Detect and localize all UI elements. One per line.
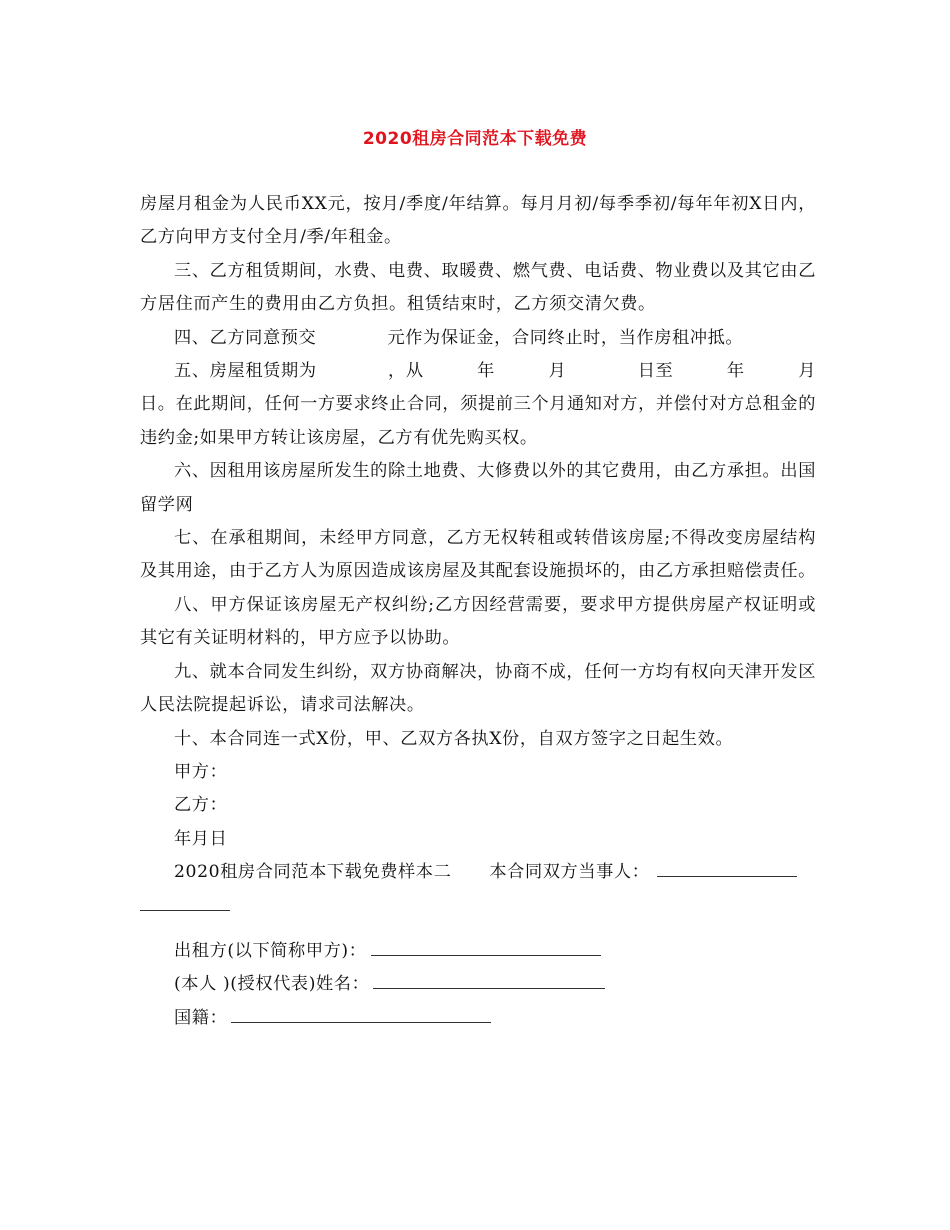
document-title: 2020租房合同范本下载免费 bbox=[362, 129, 588, 149]
contract-body bbox=[140, 188, 870, 1035]
paragraph-clause-4: 四、乙方同意预交 元作为保证金，合同终止时，当作房租冲抵。 bbox=[174, 327, 744, 348]
paragraph-clause-5: 五、房屋租赁期为 ，从 年 月 日至 年 月 日。在此期间，任何一方要求终止合同，须提前三个月通知对方，并偿付对方总租金的违约金;如果甲方转让该房屋，乙方有优先购买权。 bbox=[140, 361, 870, 448]
party-b-signature bbox=[140, 789, 816, 822]
paragraph-clause-7: 七、在承租期间，未经甲方同意，乙方无权转租或转借该房屋;不得改变房屋结构及其用途，由于乙方人为原因造成该房屋及其配套设施损坏的，由乙方承担赔偿责任。 bbox=[140, 528, 816, 582]
nationality-blank bbox=[231, 1008, 491, 1023]
nationality-label: 国籍： bbox=[174, 1007, 228, 1028]
name-blank bbox=[373, 974, 605, 989]
name-label: (本人 )(授权代表)姓名： bbox=[174, 974, 370, 995]
parties-blank-wrap bbox=[140, 896, 230, 911]
party-a-signature bbox=[140, 756, 816, 789]
parties-blank-continued bbox=[140, 890, 816, 923]
party-b-label: 乙方： bbox=[174, 795, 228, 816]
paragraph-clause-6: 六、因租用该房屋所发生的除土地费、大修费以外的其它费用，由乙方承担。出国留学网 bbox=[140, 461, 816, 515]
paragraph-clause-8: 八、甲方保证该房屋无产权纠纷;乙方因经营需要，要求甲方提供房屋产权证明或其它有关证明材料的，甲方应予以协助。 bbox=[140, 594, 816, 649]
paragraph-clause-3: 三、乙方租赁期间，水费、电费、取暖费、燃气费、电话费、物业费以及其它由乙方居住而产生的费用由乙方负担。租赁结束时，乙方须交清欠费。 bbox=[140, 260, 816, 315]
date-line bbox=[140, 823, 816, 856]
parties-blank bbox=[657, 862, 797, 877]
party-a-label: 甲方： bbox=[174, 761, 228, 782]
sample-two-line bbox=[140, 856, 816, 889]
lessor-line bbox=[140, 935, 816, 968]
name-line bbox=[140, 968, 816, 1001]
sample-two-heading: 2020租房合同范本下载免费样本二 bbox=[174, 862, 452, 883]
lessor-label: 出租方(以下简称甲方)： bbox=[174, 940, 367, 961]
sample-two-parties-label: 本合同双方当事人： bbox=[489, 862, 650, 883]
paragraph-clause-9: 九、就本合同发生纠纷，双方协商解决，协商不成，任何一方均有权向天津开发区人民法院提起诉讼，请求司法解决。 bbox=[140, 661, 816, 716]
lessor-blank bbox=[371, 941, 601, 956]
paragraph-rent: 房屋月租金为人民币XX元，按月/季度/年结算。每月月初/每季季初/每年年初X日内，乙方向甲方支付全月/季/年租金。 bbox=[140, 194, 816, 248]
nationality-line bbox=[140, 1002, 816, 1035]
paragraph-clause-10: 十、本合同连一式X份，甲、乙双方各执X份，自双方签字之日起生效。 bbox=[174, 728, 734, 749]
date-label: 年月日 bbox=[174, 828, 228, 849]
